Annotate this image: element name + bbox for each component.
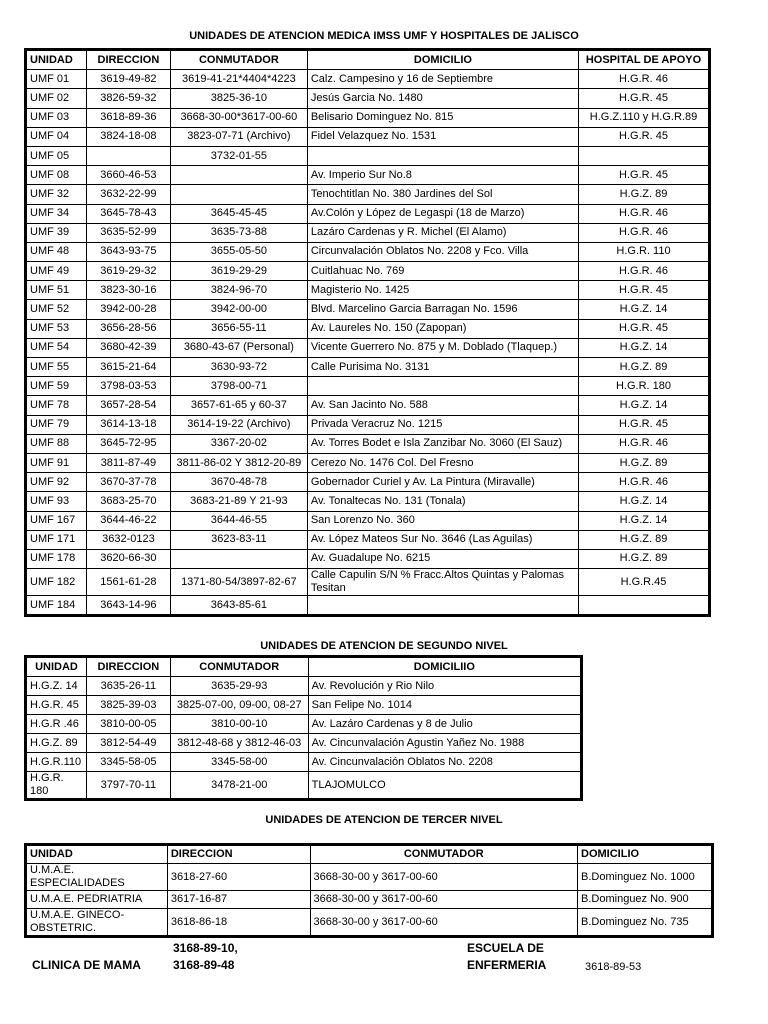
- cell-unidad: UMF 32: [27, 185, 87, 204]
- cell-direccion: 3619-29-32: [86, 262, 170, 281]
- cell-domicilio: Blvd. Marcelino Garcia Barragan No. 1596: [307, 300, 578, 319]
- third-level-title: UNIDADES DE ATENCION DE TERCER NIVEL: [265, 814, 503, 826]
- cell-domicilio: Av. Torres Bodet e Isla Zanzibar No. 3060 (El Sauz): [307, 434, 578, 453]
- cell-conmutador: 3680-43-67 (Personal): [170, 338, 307, 357]
- cell-conmutador: 3644-46-55: [170, 511, 307, 530]
- table-row: [27, 281, 709, 300]
- table-row: [27, 396, 709, 415]
- cell-direccion: 3643-93-75: [86, 242, 170, 261]
- cell-hospital-apoyo: H.G.Z. 89: [579, 453, 709, 472]
- cell-domicilio: Lazáro Cardenas y R. Michel (El Alamo): [307, 223, 578, 242]
- cell-conmutador: 3619-29-29: [170, 262, 307, 281]
- header-conmutador: CONMUTADOR: [170, 51, 307, 70]
- header-conmutador: CONMUTADOR: [310, 846, 577, 864]
- cell-unidad: H.G.Z. 14: [27, 677, 87, 696]
- cell-unidad: UMF 53: [27, 319, 87, 338]
- cell-unidad: H.G.R.110: [27, 753, 87, 772]
- cell-conmutador: 3623-83-11: [170, 530, 307, 549]
- table-row: [27, 415, 709, 434]
- table-row: [27, 530, 709, 549]
- cell-unidad: U.M.A.E. ESPECIALIDADES: [27, 864, 168, 891]
- cell-domicilio: Av. Imperio Sur No.8: [307, 166, 578, 185]
- cell-conmutador: 3825-36-10: [170, 89, 307, 108]
- cell-hospital-apoyo: H.G.R. 46: [579, 70, 709, 89]
- cell-domicilio: Av.Colón y López de Legaspi (18 de Marzo): [307, 204, 578, 223]
- cell-unidad: UMF 92: [27, 473, 87, 492]
- table-row: [27, 715, 581, 734]
- cell-domicilio: Circunvalación Oblatos No. 2208 y Fco. Villa: [307, 242, 578, 261]
- cell-domicilio: Av. San Jacinto No. 588: [307, 396, 578, 415]
- cell-direccion: 3345-58-05: [86, 753, 170, 772]
- cell-direccion: 3798-03-53: [86, 377, 170, 396]
- table-row: [27, 185, 709, 204]
- cell-unidad: UMF 48: [27, 242, 87, 261]
- cell-conmutador: 3657-61-65 y 60-37: [170, 396, 307, 415]
- table-row: [27, 127, 709, 146]
- cell-hospital-apoyo: H.G.Z. 89: [579, 358, 709, 377]
- cell-hospital-apoyo: H.G.R. 46: [579, 473, 709, 492]
- cell-domicilio: Calz. Campesino y 16 de Septiembre: [307, 70, 578, 89]
- cell-unidad: H.G.Z. 89: [27, 734, 87, 753]
- second-header-row: [27, 658, 581, 677]
- cell-domicilio: Av. Cincunvalación Oblatos No. 2208: [308, 753, 580, 772]
- header-unidad: UNIDAD: [27, 658, 87, 677]
- cell-unidad: UMF 01: [27, 70, 87, 89]
- table-row: [27, 300, 709, 319]
- cell-conmutador: 3478-21-00: [170, 772, 308, 799]
- cell-hospital-apoyo: H.G.Z. 14: [579, 511, 709, 530]
- cell-domicilio: Magisterio No. 1425: [307, 281, 578, 300]
- cell-domicilio: Av. Tonaltecas No. 131 (Tonala): [307, 492, 578, 511]
- cell-unidad: H.G.R. 45: [27, 696, 87, 715]
- table-row: [27, 549, 709, 568]
- cell-conmutador: 3643-85-61: [170, 596, 307, 615]
- table-row: [27, 262, 709, 281]
- cell-direccion: 3797-70-11: [86, 772, 170, 799]
- cell-domicilio: Av. Revolución y Rio Nilo: [308, 677, 580, 696]
- cell-direccion: 3812-54-49: [86, 734, 170, 753]
- table-row: [27, 377, 709, 396]
- cell-conmutador: 3811-86-02 Y 3812-20-89: [170, 453, 307, 472]
- escuela-label-2: ENFERMERIA: [467, 958, 547, 972]
- cell-unidad: UMF 05: [27, 146, 87, 165]
- cell-domicilio: Cuitlahuac No. 769: [307, 262, 578, 281]
- table-row: [27, 204, 709, 223]
- cell-conmutador: 3367-20-02: [170, 434, 307, 453]
- cell-domicilio: Av. Guadalupe No. 6215: [307, 549, 578, 568]
- second-level-title: UNIDADES DE ATENCION DE SEGUNDO NIVEL: [260, 640, 508, 652]
- cell-direccion: 3656-28-56: [86, 319, 170, 338]
- umf-section-title: UNIDADES DE ATENCION MEDICA IMSS UMF Y HOSPITALES DE JALISCO: [189, 30, 579, 42]
- cell-hospital-apoyo: H.G.Z. 89: [579, 530, 709, 549]
- cell-conmutador: 3635-73-88: [170, 223, 307, 242]
- cell-hospital-apoyo: H.G.R. 46: [579, 204, 709, 223]
- table-row: [27, 492, 709, 511]
- cell-direccion: 3618-89-36: [86, 108, 170, 127]
- cell-conmutador: 3668-30-00*3617-00-60: [170, 108, 307, 127]
- cell-unidad: UMF 182: [27, 569, 87, 596]
- table-row: [27, 596, 709, 615]
- cell-hospital-apoyo: H.G.Z. 89: [579, 185, 709, 204]
- cell-hospital-apoyo: [579, 596, 709, 615]
- table-row: [27, 70, 709, 89]
- cell-hospital-apoyo: [579, 146, 709, 165]
- cell-conmutador: 3619-41-21*4404*4223: [170, 70, 307, 89]
- table-row: [27, 434, 709, 453]
- cell-domicilio: [307, 377, 578, 396]
- table-row: [27, 772, 581, 799]
- cell-unidad: UMF 03: [27, 108, 87, 127]
- cell-conmutador: 3810-00-10: [170, 715, 308, 734]
- header-domicilio: DOMICILIIO: [308, 658, 580, 677]
- header-domicilio: DOMICILIO: [307, 51, 578, 70]
- cell-unidad: UMF 51: [27, 281, 87, 300]
- table-row: [27, 242, 709, 261]
- cell-domicilio: Fidel Velazquez No. 1531: [307, 127, 578, 146]
- cell-direccion: 3810-00-05: [86, 715, 170, 734]
- cell-direccion: 3619-49-82: [86, 70, 170, 89]
- cell-conmutador: 3668-30-00 y 3617-00-60: [310, 909, 577, 936]
- cell-hospital-apoyo: H.G.R. 45: [579, 166, 709, 185]
- cell-domicilio: [307, 146, 578, 165]
- cell-domicilio: Vicente Guerrero No. 875 y M. Doblado (Tlaquep.): [307, 338, 578, 357]
- table-row: [27, 891, 712, 909]
- cell-domicilio: TLAJOMULCO: [308, 772, 580, 799]
- escuela-phone: 3618-89-53: [585, 961, 642, 973]
- table-row: [27, 473, 709, 492]
- cell-hospital-apoyo: H.G.R. 45: [579, 281, 709, 300]
- cell-unidad: UMF 08: [27, 166, 87, 185]
- cell-conmutador: 3732-01-55: [170, 146, 307, 165]
- cell-direccion: 3645-78-43: [86, 204, 170, 223]
- table-row: [27, 569, 709, 596]
- cell-unidad: H.G.R .46: [27, 715, 87, 734]
- cell-domicilio: Cerezo No. 1476 Col. Del Fresno: [307, 453, 578, 472]
- cell-direccion: 3826-59-32: [86, 89, 170, 108]
- cell-hospital-apoyo: H.G.Z. 14: [579, 492, 709, 511]
- cell-direccion: 3635-52-99: [86, 223, 170, 242]
- table-row: [27, 453, 709, 472]
- cell-unidad: UMF 34: [27, 204, 87, 223]
- cell-hospital-apoyo: H.G.R. 46: [579, 262, 709, 281]
- cell-hospital-apoyo: H.G.Z.110 y H.G.R.89: [579, 108, 709, 127]
- cell-conmutador: 3825-07-00, 09-00, 08-27: [170, 696, 308, 715]
- cell-direccion: 3660-46-53: [86, 166, 170, 185]
- clinica-label: CLINICA DE MAMA: [32, 958, 141, 972]
- cell-unidad: UMF 59: [27, 377, 87, 396]
- cell-conmutador: 3812-48-68 y 3812-46-03: [170, 734, 308, 753]
- cell-direccion: 3825-39-03: [86, 696, 170, 715]
- umf-table: [26, 50, 709, 615]
- header-direccion: DIRECCION: [167, 846, 310, 864]
- third-header-row: [27, 846, 712, 864]
- clinica-phone-1: 3168-89-10,: [173, 941, 238, 955]
- cell-domicilio: Calle Capulin S/N % Fracc.Altos Quintas y Palomas Tesitan: [307, 569, 578, 596]
- cell-direccion: 3823-30-16: [86, 281, 170, 300]
- header-direccion: DIRECCION: [86, 51, 170, 70]
- cell-direccion: 3614-13-18: [86, 415, 170, 434]
- cell-domicilio: B.Dominguez No. 735: [578, 909, 712, 936]
- cell-conmutador: 3635-29-93: [170, 677, 308, 696]
- second-level-table: [26, 657, 581, 799]
- cell-hospital-apoyo: H.G.R.45: [579, 569, 709, 596]
- cell-unidad: U.M.A.E. GINECO-OBSTETRIC.: [27, 909, 168, 936]
- cell-conmutador: 3798-00-71: [170, 377, 307, 396]
- cell-conmutador: 3630-93-72: [170, 358, 307, 377]
- cell-hospital-apoyo: H.G.Z. 89: [579, 549, 709, 568]
- cell-conmutador: 3668-30-00 y 3617-00-60: [310, 864, 577, 891]
- cell-conmutador: 3655-05-50: [170, 242, 307, 261]
- table-row: [27, 677, 581, 696]
- cell-conmutador: 3942-00-00: [170, 300, 307, 319]
- cell-direccion: 3618-86-18: [167, 909, 310, 936]
- cell-direccion: 3942-00-28: [86, 300, 170, 319]
- cell-domicilio: B.Dominguez No. 1000: [578, 864, 712, 891]
- cell-conmutador: 3645-45-45: [170, 204, 307, 223]
- cell-unidad: UMF 52: [27, 300, 87, 319]
- table-row: [27, 909, 712, 936]
- cell-direccion: 3644-46-22: [86, 511, 170, 530]
- cell-direccion: 3645-72-95: [86, 434, 170, 453]
- cell-domicilio: Jesús Garcia No. 1480: [307, 89, 578, 108]
- table-row: [27, 696, 581, 715]
- cell-unidad: UMF 78: [27, 396, 87, 415]
- cell-hospital-apoyo: H.G.R. 45: [579, 319, 709, 338]
- cell-unidad: H.G.R. 180: [27, 772, 87, 799]
- cell-conmutador: 3824-96-70: [170, 281, 307, 300]
- cell-hospital-apoyo: H.G.R. 46: [579, 223, 709, 242]
- cell-direccion: 3620-66-30: [86, 549, 170, 568]
- cell-hospital-apoyo: H.G.R. 110: [579, 242, 709, 261]
- table-row: [27, 338, 709, 357]
- header-unidad: UNIDAD: [27, 51, 87, 70]
- cell-hospital-apoyo: H.G.R. 180: [579, 377, 709, 396]
- cell-domicilio: Tenochtitlan No. 380 Jardines del Sol: [307, 185, 578, 204]
- cell-direccion: 3635-26-11: [86, 677, 170, 696]
- cell-unidad: UMF 88: [27, 434, 87, 453]
- header-domicilio: DOMICILIO: [578, 846, 712, 864]
- cell-conmutador: [170, 185, 307, 204]
- cell-unidad: UMF 39: [27, 223, 87, 242]
- cell-direccion: 3657-28-54: [86, 396, 170, 415]
- clinica-phone-2: 3168-89-48: [173, 958, 235, 972]
- cell-unidad: UMF 171: [27, 530, 87, 549]
- escuela-label-1: ESCUELA DE: [467, 941, 544, 955]
- cell-unidad: UMF 93: [27, 492, 87, 511]
- header-unidad: UNIDAD: [27, 846, 168, 864]
- cell-direccion: 3615-21-64: [86, 358, 170, 377]
- cell-hospital-apoyo: H.G.R. 45: [579, 415, 709, 434]
- cell-domicilio: Calle Purisima No. 3131: [307, 358, 578, 377]
- cell-direccion: 3683-25-70: [86, 492, 170, 511]
- table-row: [27, 511, 709, 530]
- table-row: [27, 146, 709, 165]
- cell-domicilio: Av. Lazáro Cardenas y 8 de Julio: [308, 715, 580, 734]
- cell-unidad: UMF 91: [27, 453, 87, 472]
- cell-conmutador: 3656-55-11: [170, 319, 307, 338]
- cell-domicilio: Av. Laureles No. 150 (Zapopan): [307, 319, 578, 338]
- cell-domicilio: Av. López Mateos Sur No. 3646 (Las Aguilas): [307, 530, 578, 549]
- cell-unidad: UMF 184: [27, 596, 87, 615]
- cell-hospital-apoyo: H.G.Z. 14: [579, 338, 709, 357]
- cell-conmutador: 3823-07-71 (Archivo): [170, 127, 307, 146]
- cell-unidad: UMF 167: [27, 511, 87, 530]
- header-hospital-apoyo: HOSPITAL DE APOYO: [579, 51, 709, 70]
- cell-direccion: 3824-18-08: [86, 127, 170, 146]
- cell-direccion: 3617-16-87: [167, 891, 310, 909]
- cell-direccion: 3670-37-78: [86, 473, 170, 492]
- cell-hospital-apoyo: H.G.Z. 14: [579, 396, 709, 415]
- third-level-table: [26, 845, 712, 936]
- cell-unidad: UMF 55: [27, 358, 87, 377]
- header-direccion: DIRECCION: [86, 658, 170, 677]
- table-row: [27, 753, 581, 772]
- cell-hospital-apoyo: H.G.R. 45: [579, 127, 709, 146]
- cell-direccion: 3643-14-96: [86, 596, 170, 615]
- cell-direccion: 3680-42-39: [86, 338, 170, 357]
- cell-conmutador: [170, 166, 307, 185]
- cell-conmutador: 3683-21-89 Y 21-93: [170, 492, 307, 511]
- cell-conmutador: [170, 549, 307, 568]
- table-row: [27, 166, 709, 185]
- table-row: [27, 358, 709, 377]
- cell-unidad: UMF 79: [27, 415, 87, 434]
- cell-unidad: UMF 54: [27, 338, 87, 357]
- cell-hospital-apoyo: H.G.Z. 14: [579, 300, 709, 319]
- cell-domicilio: Privada Veracruz No. 1215: [307, 415, 578, 434]
- cell-unidad: UMF 178: [27, 549, 87, 568]
- cell-direccion: 3632-0123: [86, 530, 170, 549]
- cell-conmutador: 3345-58-00: [170, 753, 308, 772]
- header-conmutador: CONMUTADOR: [170, 658, 308, 677]
- table-row: [27, 223, 709, 242]
- table-row: [27, 864, 712, 891]
- cell-conmutador: 3668-30-00 y 3617-00-60: [310, 891, 577, 909]
- cell-direccion: 3811-87-49: [86, 453, 170, 472]
- cell-direccion: 3618-27-60: [167, 864, 310, 891]
- cell-hospital-apoyo: H.G.R. 45: [579, 89, 709, 108]
- cell-domicilio: Gobernador Curiel y Av. La Pintura (Miravalle): [307, 473, 578, 492]
- cell-domicilio: Av. Cincunvalación Agustin Yañez No. 1988: [308, 734, 580, 753]
- cell-conmutador: 3670-48-78: [170, 473, 307, 492]
- umf-header-row: [27, 51, 709, 70]
- table-row: [27, 734, 581, 753]
- cell-conmutador: 1371-80-54/3897-82-67: [170, 569, 307, 596]
- cell-direccion: 1561-61-28: [86, 569, 170, 596]
- table-row: [27, 108, 709, 127]
- table-row: [27, 89, 709, 108]
- cell-conmutador: 3614-19-22 (Archivo): [170, 415, 307, 434]
- cell-domicilio: Belisario Dominguez No. 815: [307, 108, 578, 127]
- cell-domicilio: San Felipe No. 1014: [308, 696, 580, 715]
- cell-direccion: 3632-22-99: [86, 185, 170, 204]
- cell-domicilio: [307, 596, 578, 615]
- cell-domicilio: B.Dominguez No. 900: [578, 891, 712, 909]
- cell-unidad: UMF 49: [27, 262, 87, 281]
- cell-unidad: UMF 04: [27, 127, 87, 146]
- cell-unidad: UMF 02: [27, 89, 87, 108]
- cell-unidad: U.M.A.E. PEDRIATRIA: [27, 891, 168, 909]
- table-row: [27, 319, 709, 338]
- cell-direccion: [86, 146, 170, 165]
- cell-domicilio: San Lorenzo No. 360: [307, 511, 578, 530]
- cell-hospital-apoyo: H.G.R. 46: [579, 434, 709, 453]
